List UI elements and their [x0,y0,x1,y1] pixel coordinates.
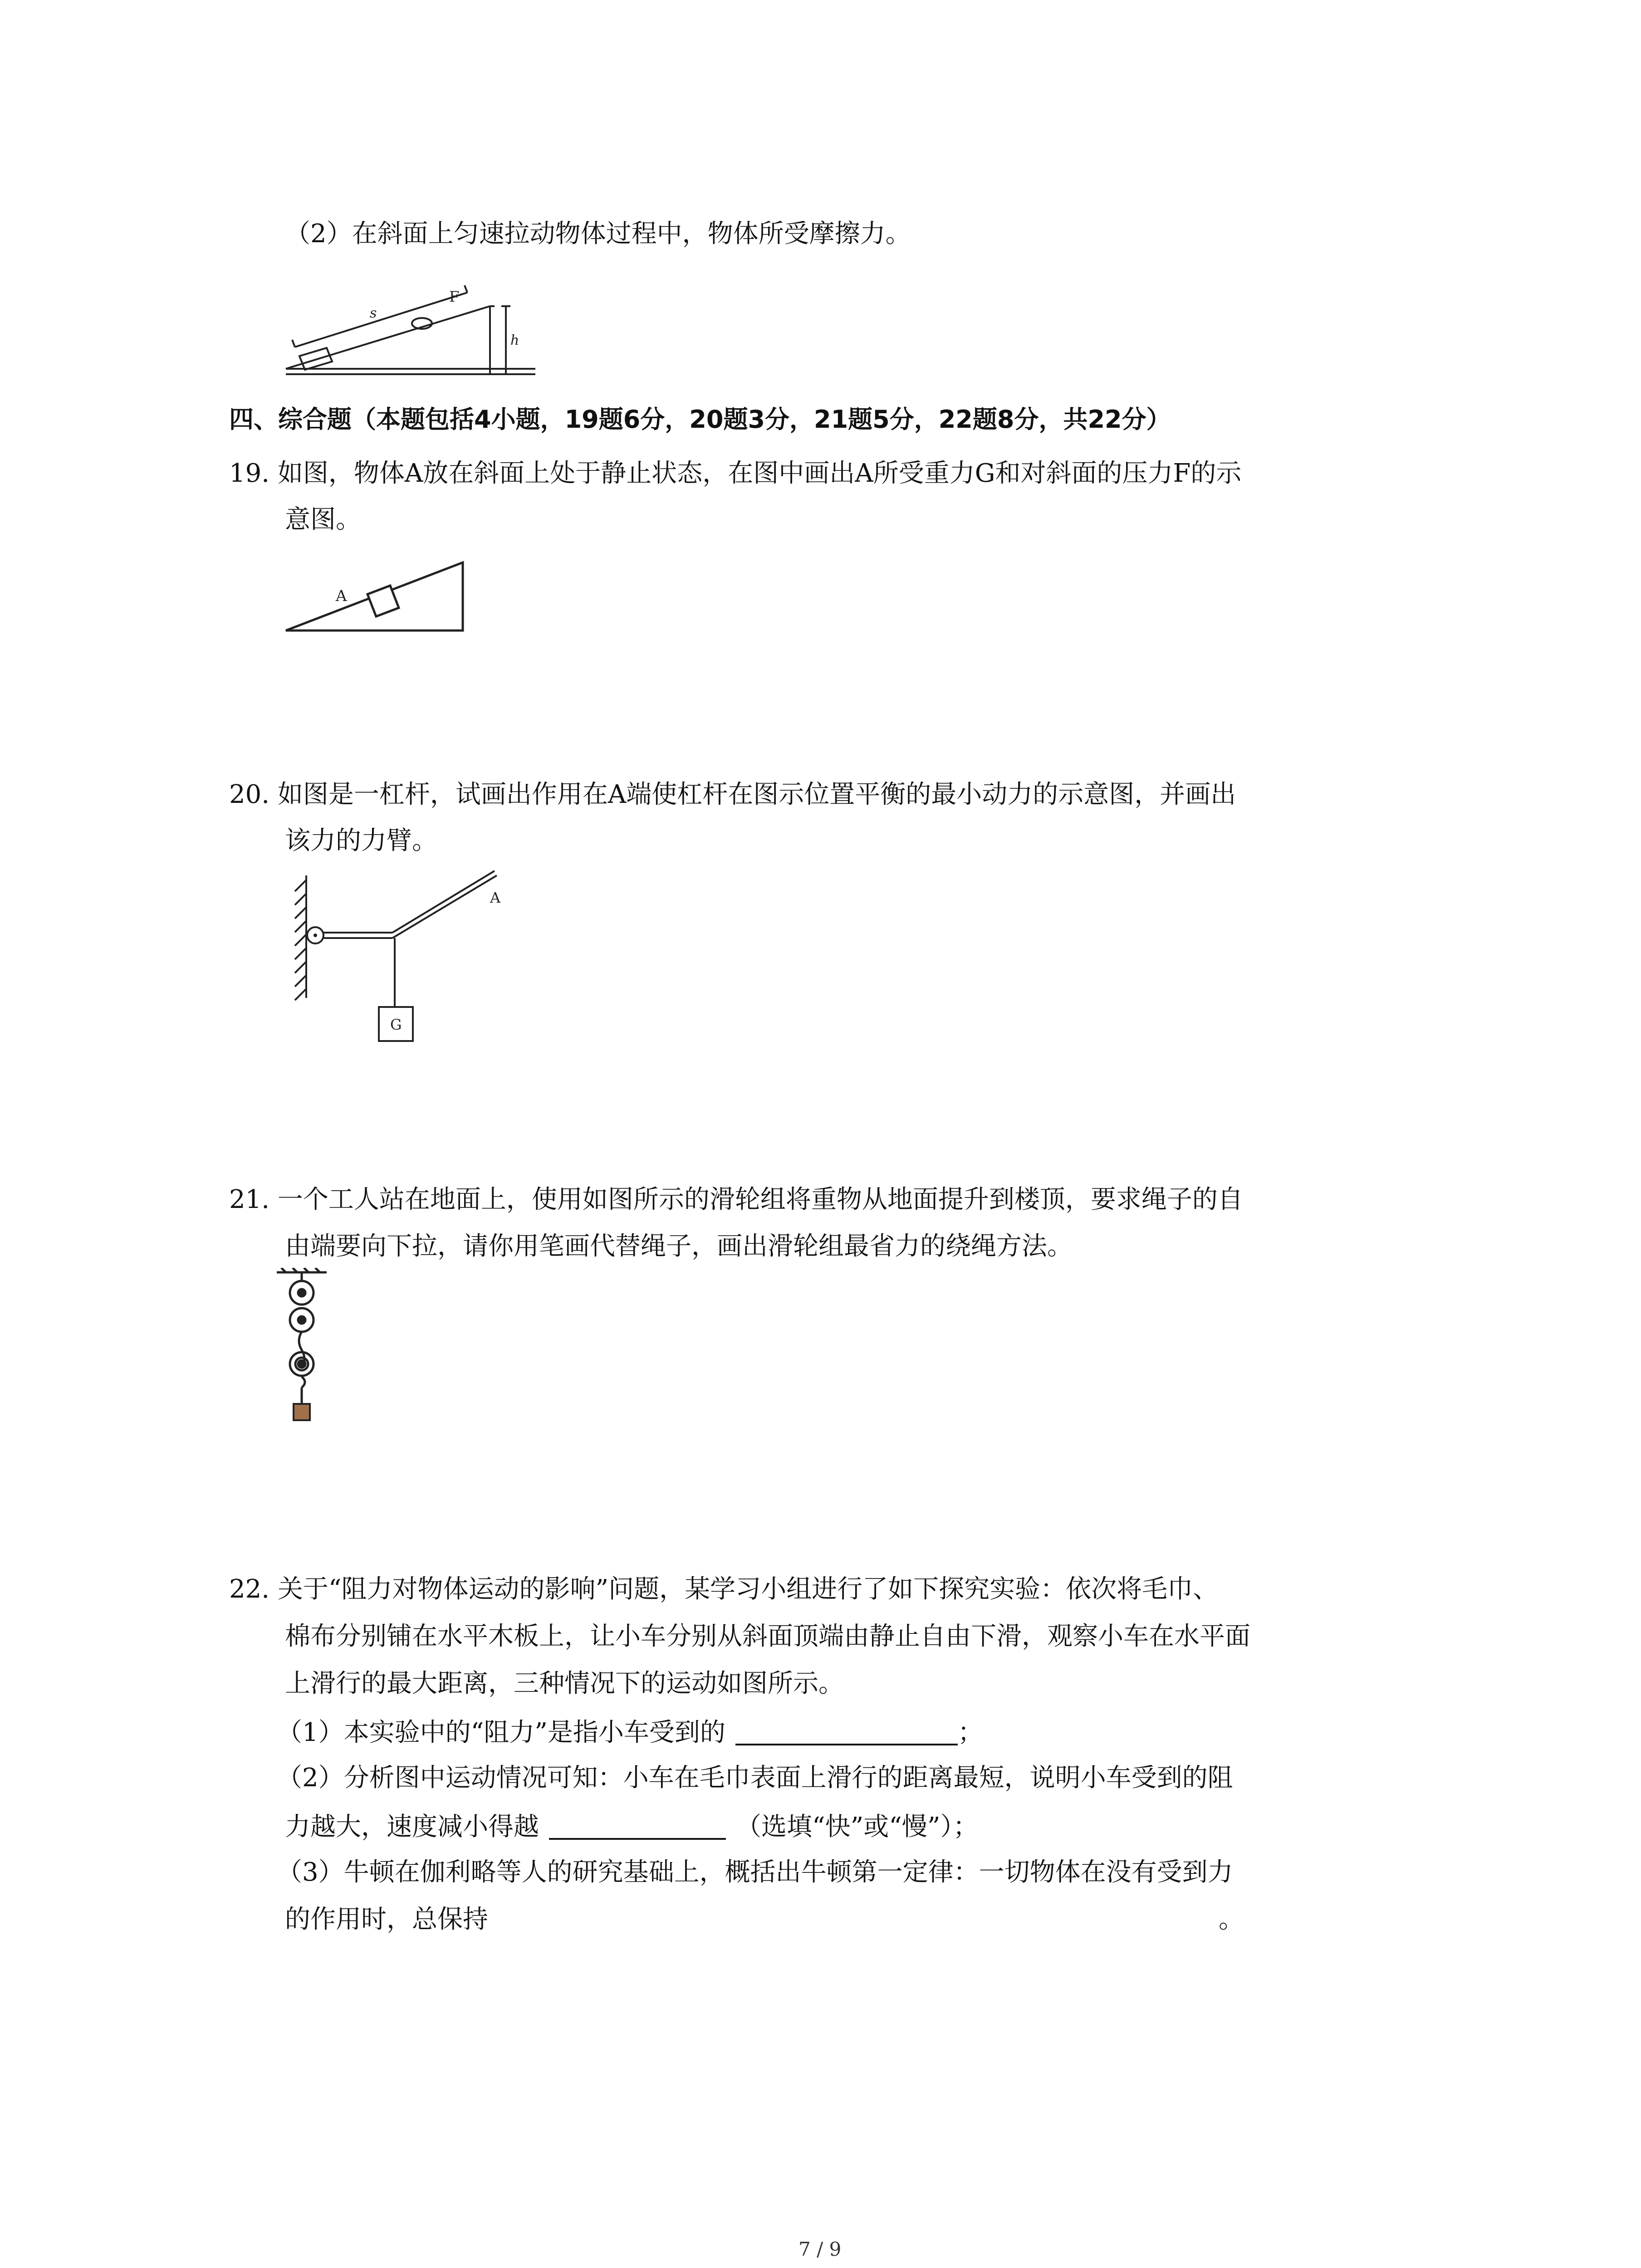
q22-part1 [277,1718,983,1745]
q21-line1: 21. 一个工人站在地面上，使用如图所示的滑轮组将重物从地面提升到楼顶，要求绳子的自 [229,1185,1243,1214]
pulley-system-figure [272,1268,331,1431]
s-label: s [370,305,377,321]
q22-part3-line1: （3）牛顿在伽利略等人的研究基础上，概括出牛顿第一定律：一切物体在没有受到力 [277,1857,1233,1887]
q21-line2: 由端要向下拉，请你用笔画代替绳子，画出滑轮组最省力的绕绳方法。 [285,1232,1073,1261]
lever-A-label: A [490,889,501,906]
F-label: F [449,288,460,305]
page-number: 7 / 9 [798,2238,842,2260]
block-A-label: A [336,587,347,605]
q22-part2-line1: （2）分析图中运动情况可知：小车在毛巾表面上滑行的距离最短，说明小车受到的阻 [277,1763,1233,1793]
incline-pull-figure [281,265,554,383]
q22-part3-text: 的作用时，总保持 [285,1905,488,1934]
q22-part2-blank[interactable] [549,1813,726,1840]
q22-part2-end: （选填“快”或“慢”）； [736,1812,979,1842]
q22-part2-line2 [285,1813,979,1840]
incline-block-figure [281,549,472,640]
q20-line2: 该力的力臂。 [285,826,437,855]
q22-line2: 棉布分别铺在水平木板上，让小车分别从斜面顶端由静止自由下滑，观察小车在水平面 [285,1622,1250,1651]
q22-part2-text: 力越大，速度减小得越 [285,1812,539,1842]
q22-part1-blank[interactable] [735,1718,958,1745]
q19-line1: 19. 如图，物体A放在斜面上处于静止状态，在图中画出A所受重力G和对斜面的压力F的示 [229,459,1242,488]
q20-line1: 20. 如图是一杠杆，试画出作用在A端使杠杆在图示位置平衡的最小动力的示意图，并画出 [229,780,1236,809]
weight-G-label: G [390,1016,402,1033]
q22-part3-end: 。 [1219,1905,1244,1934]
h-label: h [510,332,519,348]
q22-part1-text: （1）本实验中的“阻力”是指小车受到的 [277,1718,725,1747]
lever-figure [270,862,524,1057]
q18-part2-text: （2）在斜面上匀速拉动物体过程中，物体所受摩擦力。 [285,219,911,249]
q22-part1-end: ； [957,1718,983,1747]
section-4-header: 四、综合题（本题包括4小题，19题6分，20题3分，21题5分，22题8分，共22分） [229,405,1171,434]
q22-line3: 上滑行的最大距离，三种情况下的运动如图所示。 [285,1669,844,1698]
q22-part3-line2 [285,1907,1244,1932]
q19-line2: 意图。 [285,505,361,534]
q22-line1: 22. 关于“阻力对物体运动的影响”问题，某学习小组进行了如下探究实验：依次将毛巾、 [229,1574,1219,1604]
weight-block [294,1404,310,1420]
